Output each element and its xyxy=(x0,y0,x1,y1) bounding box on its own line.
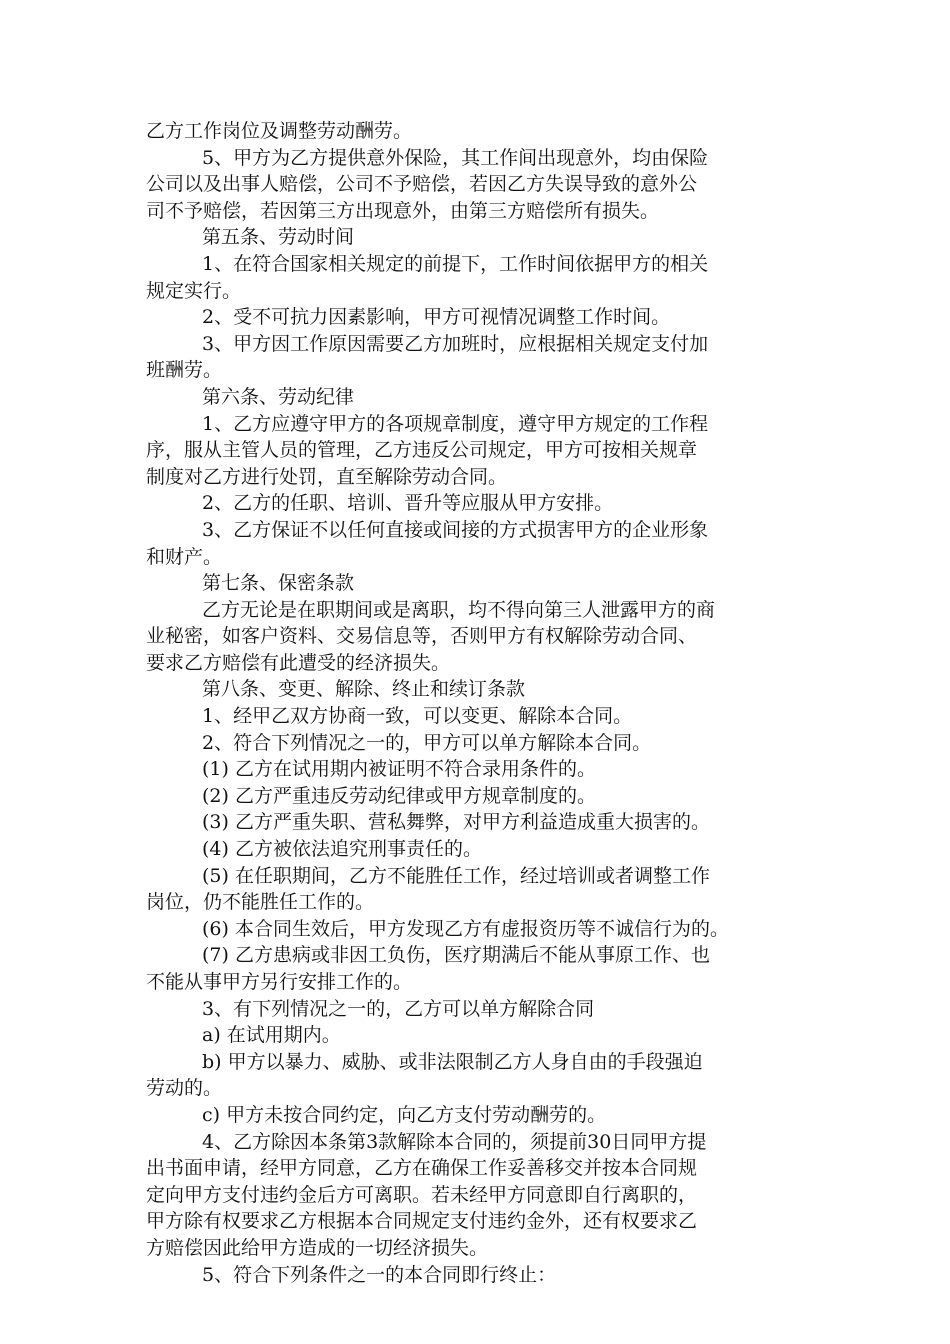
list-item: (7) 乙方患病或非因工负伤，医疗期满后不能从事原工作、也 xyxy=(202,944,710,967)
list-item: (6) 本合同生效后，甲方发现乙方有虚报资历等不诚信行为的。 xyxy=(202,917,729,940)
text-line: 4、乙方除因本条第3款解除本合同的，须提前30日同甲方提 xyxy=(202,1130,707,1153)
text-line: 岗位，仍不能胜任工作的。 xyxy=(146,891,375,914)
text-line: 不能从事甲方另行安排工作的。 xyxy=(146,971,413,993)
text-line: 2、乙方的任职、培训、晋升等应服从甲方安排。 xyxy=(202,492,614,515)
text-line: 乙方工作岗位及调整劳动酬劳。 xyxy=(146,120,413,142)
text-line: 司不予赔偿，若因第三方出现意外，由第三方赔偿所有损失。 xyxy=(146,199,660,222)
text-line: 5、甲方为乙方提供意外保险，其工作间出现意外，均由保险 xyxy=(202,146,709,169)
text-line: 方赔偿因此给甲方造成的一切经济损失。 xyxy=(146,1236,489,1259)
list-item: (4) 乙方被依法追究刑事责任的。 xyxy=(202,838,482,861)
text-line: 3、甲方因工作原因需要乙方加班时，应根据相关规定支付加 xyxy=(202,332,709,355)
text-line: 公司以及出事人赔偿，公司不予赔偿，若因乙方失误导致的意外公 xyxy=(146,173,698,196)
text-line: 1、乙方应遵守甲方的各项规章制度，遵守甲方规定的工作程 xyxy=(202,412,709,435)
section-heading: 第八条、变更、解除、终止和续订条款 xyxy=(202,678,526,701)
section-heading: 第五条、劳动时间 xyxy=(202,226,355,249)
text-line: 1、在符合国家相关规定的前提下，工作时间依据甲方的相关 xyxy=(202,252,709,275)
text-line: 定向甲方支付违约金后方可离职。若未经甲方同意即自行离职的， xyxy=(146,1183,698,1206)
text-line: 序，服从主管人员的管理，乙方违反公司规定，甲方可按相关规章 xyxy=(146,439,698,462)
text-line: 3、乙方保证不以任何直接或间接的方式损害甲方的企业形象 xyxy=(202,518,709,541)
text-line: 乙方无论是在职期间或是离职，均不得向第三人泄露甲方的商 xyxy=(202,598,716,621)
text-line: 2、符合下列情况之一的，甲方可以单方解除本合同。 xyxy=(202,731,652,754)
text-line: 5、符合下列条件之一的本合同即行终止： xyxy=(202,1263,557,1286)
section-heading: 第七条、保密条款 xyxy=(202,572,355,595)
list-item: (3) 乙方严重失职、营私舞弊，对甲方利益造成重大损害的。 xyxy=(202,811,710,834)
list-item: b) 甲方以暴力、威胁、或非法限制乙方人身自由的手段强迫 xyxy=(202,1050,703,1073)
document-body xyxy=(146,118,814,1288)
text-line: 2、受不可抗力因素影响，甲方可视情况调整工作时间。 xyxy=(202,306,671,329)
text-line: 要求乙方赔偿有此遭受的经济损失。 xyxy=(146,651,451,674)
text-line: 制度对乙方进行处罚，直至解除劳动合同。 xyxy=(146,465,508,488)
text-line: 规定实行。 xyxy=(146,279,242,302)
section-heading: 第六条、劳动纪律 xyxy=(202,385,355,408)
text-line: 甲方除有权要求乙方根据本合同规定支付违约金外，还有权要求乙 xyxy=(146,1210,698,1233)
text-line: 劳动的。 xyxy=(146,1077,223,1100)
text-line: 班酬劳。 xyxy=(146,359,223,382)
text-line: 和财产。 xyxy=(146,545,223,568)
list-item: a) 在试用期内。 xyxy=(202,1024,341,1047)
text-line: 出书面申请，经甲方同意，乙方在确保工作妥善移交并按本合同规 xyxy=(146,1157,698,1180)
text-line: 3、有下列情况之一的，乙方可以单方解除合同 xyxy=(202,997,595,1020)
list-item: (5) 在任职期间，乙方不能胜任工作，经过培训或者调整工作 xyxy=(202,864,710,887)
list-item: (1) 乙方在试用期内被证明不符合录用条件的。 xyxy=(202,758,596,781)
list-item: (2) 乙方严重违反劳动纪律或甲方规章制度的。 xyxy=(202,784,596,807)
list-item: c) 甲方未按合同约定，向乙方支付劳动酬劳的。 xyxy=(202,1103,607,1126)
text-line: 1、经甲乙双方协商一致，可以变更、解除本合同。 xyxy=(202,705,633,728)
text-line: 业秘密，如客户资料、交易信息等，否则甲方有权解除劳动合同、 xyxy=(146,625,698,648)
